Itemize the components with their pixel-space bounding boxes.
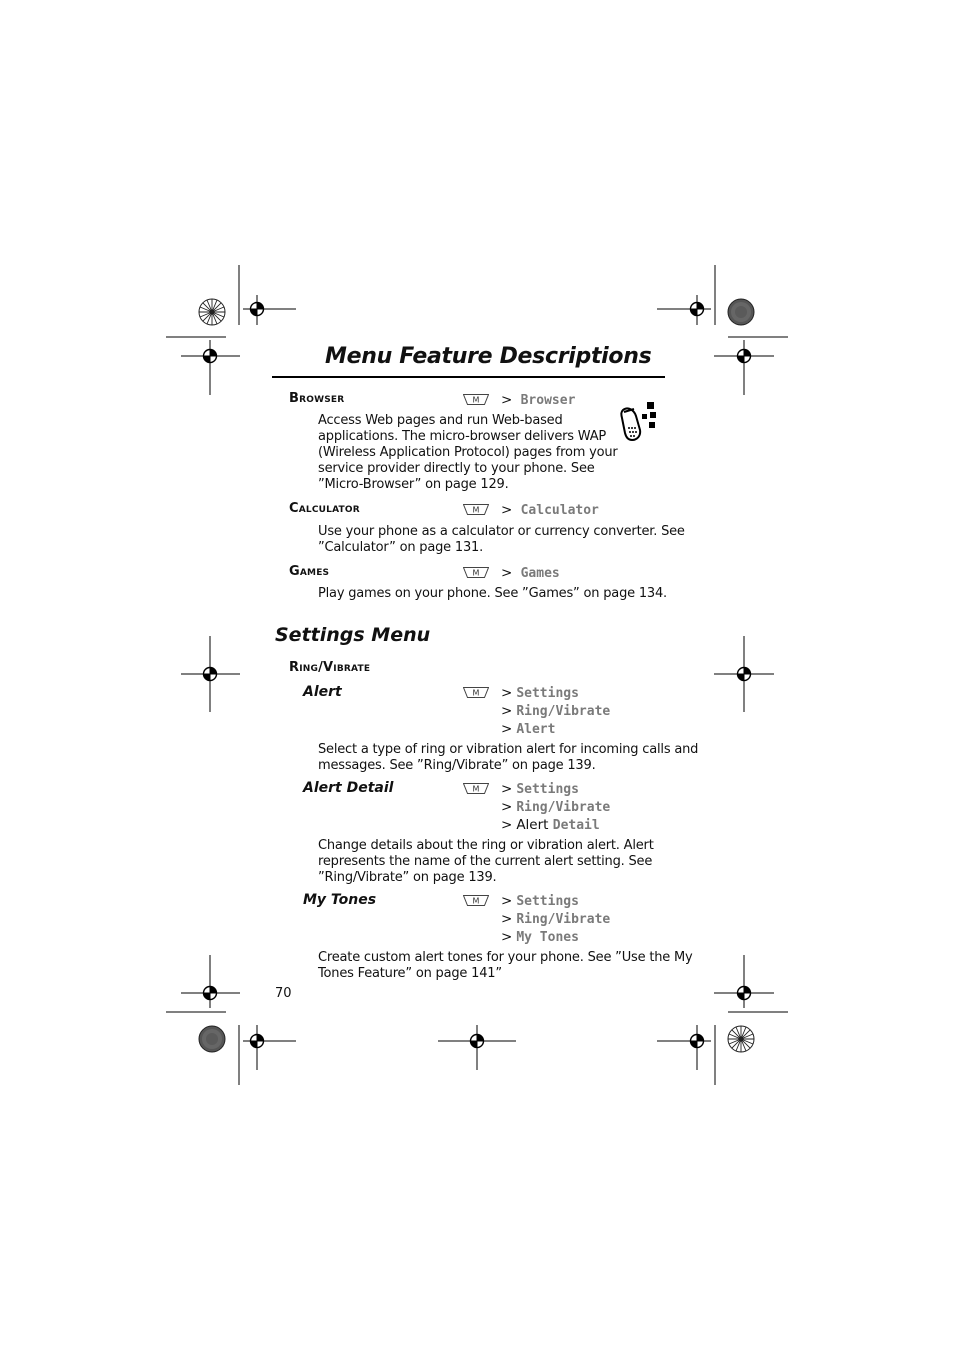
group-heading-ring-vibrate: Ring/Vibrate	[289, 660, 371, 675]
svg-text:M: M	[472, 568, 480, 578]
menu-path-my-tones: M > Settings > Ring/Vibrate > My Tones	[463, 892, 610, 946]
feature-desc-alert: Select a type of ring or vibration alert for incoming calls and messages. See ”Ring/Vibrate” on page 139.	[318, 742, 699, 773]
browser-phone-icon	[620, 400, 660, 444]
svg-text:M: M	[472, 784, 480, 794]
feature-name-calculator: Calculator	[289, 501, 360, 516]
feature-desc-alert-detail: Change details about the ring or vibration alert. Alert represents the name of the current alert setting. See ”Ring/Vibrate” on page 139.	[318, 838, 654, 885]
svg-text:M: M	[472, 395, 480, 405]
feature-name-alert-detail: Alert Detail	[303, 780, 394, 796]
feature-name-games: Games	[289, 564, 330, 579]
feature-desc-calculator: Use your phone as a calculator or currency converter. See ”Calculator” on page 131.	[318, 524, 685, 555]
menu-key-icon	[463, 567, 489, 578]
feature-desc-my-tones: Create custom alert tones for your phone. See ”Use the My Tones Feature” on page 141”	[318, 950, 693, 981]
page-title: Menu Feature Descriptions	[325, 344, 652, 369]
menu-path-browser: M > Browser	[463, 391, 575, 409]
feature-name-alert: Alert	[303, 684, 342, 700]
title-rule	[272, 376, 665, 378]
feature-desc-browser: Access Web pages and run Web-based applications. The micro-browser delivers WAP (Wireless Application Protocol) pages from your service provider directly to your phone. See ”Micro-Browser” on page 129.	[318, 413, 618, 492]
page-number: 70	[275, 986, 292, 1001]
menu-key-icon	[463, 687, 489, 698]
menu-path-games: M > Games	[463, 564, 560, 582]
feature-desc-games: Play games on your phone. See ”Games” on page 134.	[318, 586, 667, 601]
menu-key-icon	[463, 504, 489, 515]
section-heading-settings: Settings Menu	[275, 624, 431, 646]
menu-path-calculator: M > Calculator	[463, 501, 599, 519]
svg-text:M: M	[472, 896, 480, 906]
menu-path-alert-detail: M > Settings > Ring/Vibrate > Alert Detail	[463, 780, 610, 834]
menu-key-icon	[463, 783, 489, 794]
svg-text:M: M	[472, 688, 480, 698]
svg-text:M: M	[472, 505, 480, 515]
menu-key-icon	[463, 895, 489, 906]
feature-name-my-tones: My Tones	[303, 892, 377, 908]
feature-name-browser: Browser	[289, 391, 345, 406]
menu-path-alert: M > Settings > Ring/Vibrate > Alert	[463, 684, 610, 738]
menu-key-icon	[463, 394, 489, 405]
